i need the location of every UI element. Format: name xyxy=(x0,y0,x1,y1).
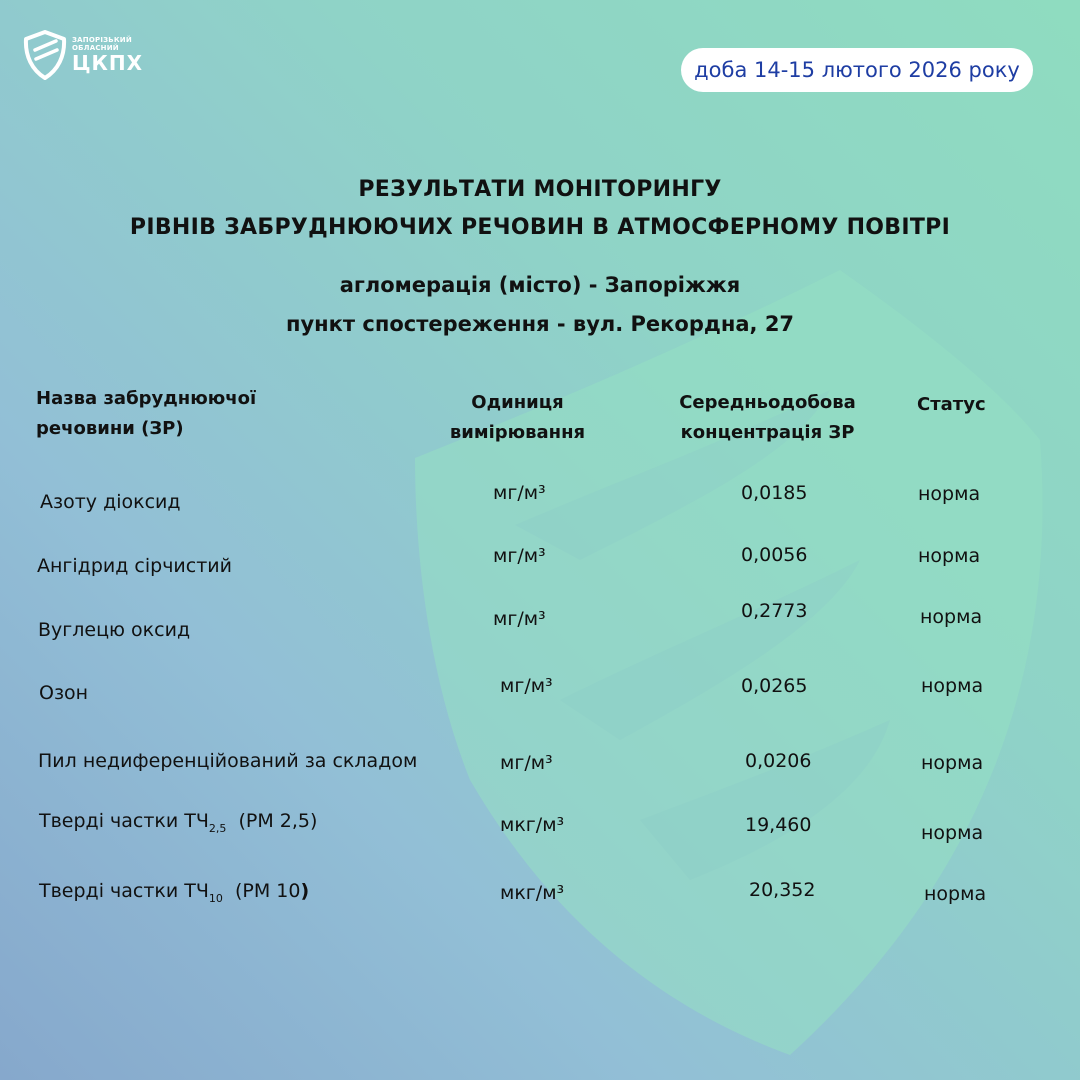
row-3-value: 0,2773 xyxy=(741,600,808,622)
row-3-status: норма xyxy=(920,606,983,628)
logo-org-line2: ОБЛАСНИЙ xyxy=(72,44,119,52)
row-3-unit: мг/м³ xyxy=(493,608,546,630)
row-6-name-subscript: 2,5 xyxy=(208,821,227,835)
shield-logo-icon xyxy=(22,30,68,80)
observation-point-label: пункт спостереження - вул. Рекордна, 27 xyxy=(285,312,795,336)
row-2-unit: мг/м³ xyxy=(493,545,546,567)
header-concentration: Середньодобова концентрація ЗР xyxy=(679,392,856,443)
row-7-name-subscript: 10 xyxy=(208,891,223,905)
row-1-status: норма xyxy=(918,483,981,505)
row-3-name: Вуглецю оксид xyxy=(38,619,191,641)
logo-org-name: ЦКПХ xyxy=(72,51,144,75)
row-4-unit: мг/м³ xyxy=(500,675,553,697)
row-1-unit: мг/м³ xyxy=(493,482,546,504)
row-6-unit: мкг/м³ xyxy=(500,814,565,836)
organization-logo xyxy=(22,30,143,80)
row-2-value: 0,0056 xyxy=(741,544,808,566)
row-6-value: 19,460 xyxy=(745,814,812,836)
row-7-value: 20,352 xyxy=(749,879,816,901)
row-1-value: 0,0185 xyxy=(741,482,808,504)
row-7-name: Тверді частки $ТЧ_{10}$ (PM 10) xyxy=(39,880,310,905)
date-badge: доба 14-15 лютого 2026 року xyxy=(681,48,1033,92)
row-5-name: Пил недиференційований за складом xyxy=(38,750,418,772)
row-5-unit: мг/м³ xyxy=(500,752,553,774)
row-4-value: 0,0265 xyxy=(741,675,808,697)
row-7-unit: мкг/м³ xyxy=(500,882,565,904)
row-4-status: норма xyxy=(921,675,984,697)
row-2-status: норма xyxy=(918,545,981,567)
header-substance-name: Назва забруднюючої речовини (ЗР) xyxy=(36,388,257,439)
header-status: Статус xyxy=(917,394,986,415)
row-6-status: норма xyxy=(921,822,984,844)
row-2-name: Ангідрид сірчистий xyxy=(37,555,232,577)
row-1-name: Азоту діоксид xyxy=(40,491,181,513)
header-unit: Одиниця вимірювання xyxy=(449,392,586,443)
row-5-status: норма xyxy=(921,752,984,774)
row-6-name: Тверді частки $ТЧ_{2,5}$ (PM 2,5) xyxy=(39,810,318,835)
row-4-name: Озон xyxy=(39,682,89,704)
page-title-line1: РЕЗУЛЬТАТИ МОНІТОРИНГУ xyxy=(358,177,722,202)
row-7-status: норма xyxy=(924,883,987,905)
row-5-value: 0,0206 xyxy=(745,750,812,772)
logo-org-line1: ЗАПОРІЗЬКИЙ xyxy=(72,36,132,44)
agglomeration-label: агломерація (місто) - Запоріжжя xyxy=(339,273,741,297)
page-title-line2: РІВНІВ ЗАБРУДНЮЮЧИХ РЕЧОВИН В АТМОСФЕРНОМУ ПОВІТРІ xyxy=(129,215,951,240)
